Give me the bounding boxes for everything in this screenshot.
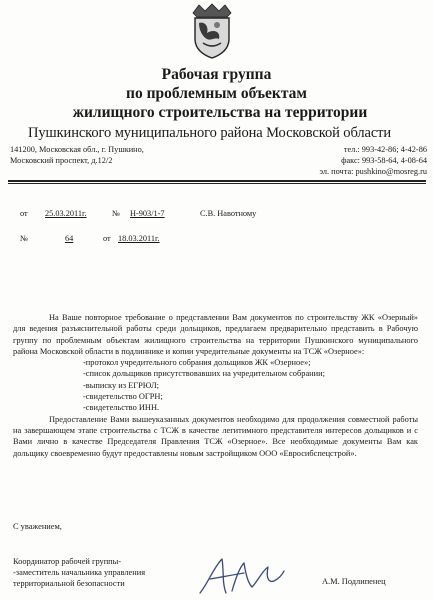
- ref-in-from-prefix: от: [103, 234, 111, 243]
- signatory-line-1: Координатор рабочей группы-: [13, 557, 122, 566]
- signatory-line-3: территориальной безопасности: [13, 579, 125, 588]
- ref-from-date: 25.03.2011г.: [45, 209, 87, 218]
- body-paragraph-2: Предоставление Вами вышеуказанных документов необходимо для продолжения совместной работы на завершающем этапе строительства с ТСЖ в качестве легитимного представителя интересов дольщиков и с Вами лично в качестве Председателя Правления ТСЖ «Озерное». Все необходимые документы Вам как дольщику своевременно будут предоставлены новым застройщиком ООО «Евросибспецстрой».: [13, 414, 418, 458]
- list-item: -протокол учредительного собрания дольщиков ЖК «Озерное»;: [83, 358, 311, 368]
- letter-body: [13, 312, 418, 459]
- ref-out-number: Н-903/1-7: [130, 209, 165, 218]
- org-title-line-4: Пушкинского муниципального района Московской области: [28, 125, 392, 141]
- list-item: -список дольщиков присутствовавших на учредительном собрании;: [83, 369, 325, 379]
- org-title-line-3: жилищного строительства на территории: [72, 104, 368, 121]
- signatory-name: А.М. Подлипенец: [322, 577, 386, 586]
- address-line-2: Московский проспект, д.12/2: [10, 156, 113, 165]
- signatory-line-2: -заместитель начальника управления: [13, 568, 146, 577]
- org-address: [10, 144, 144, 166]
- header-divider-thin: [8, 183, 426, 184]
- ref-in-prefix: №: [20, 234, 28, 243]
- org-contacts: [319, 144, 427, 177]
- body-paragraph-1: На Ваше повторное требование о представлении Вам документов по строительству ЖК «Озерный» для ведения разъяснительной работы среди дольщиков, предлагаем предварительно представить в Рабочую группу по проблемным объектам жилищного строительства на территории Пушкинского муниципального района Московской области в подлиннике и копии учредительные документы на ТСЖ «Озерное»:: [13, 313, 418, 356]
- list-item: -свидетельство ИНН.: [83, 403, 160, 413]
- ref-no-prefix: №: [112, 209, 120, 218]
- fax-text: факс: 993-58-64, 4-08-64: [341, 156, 427, 165]
- closing-text: С уважением,: [13, 522, 62, 531]
- phone-text: тел.: 993-42-86; 4-42-86: [343, 145, 427, 154]
- ref-in-date: 18.03.2011г.: [118, 234, 160, 243]
- coat-of-arms-icon: [187, 3, 237, 59]
- signatory-title: [13, 556, 145, 589]
- org-title-line-1: Рабочая группа: [161, 66, 272, 83]
- list-item: -выписку из ЕГРЮЛ;: [83, 380, 159, 390]
- org-title-line-2: по проблемным объектам: [126, 85, 307, 102]
- ref-addressee: С.В. Навотному: [200, 209, 257, 218]
- handwritten-signature: [192, 553, 287, 599]
- header-divider-thick: [8, 180, 426, 182]
- document-list: [13, 357, 418, 413]
- list-item: -свидетельство ОГРН;: [83, 392, 163, 402]
- ref-from-prefix: от: [20, 209, 28, 218]
- ref-in-number: 64: [65, 234, 74, 243]
- address-line-1: 141200, Московская обл., г. Пушкино,: [10, 145, 144, 154]
- email-text: эл. почта: pushkino@mosreg.ru: [319, 167, 427, 176]
